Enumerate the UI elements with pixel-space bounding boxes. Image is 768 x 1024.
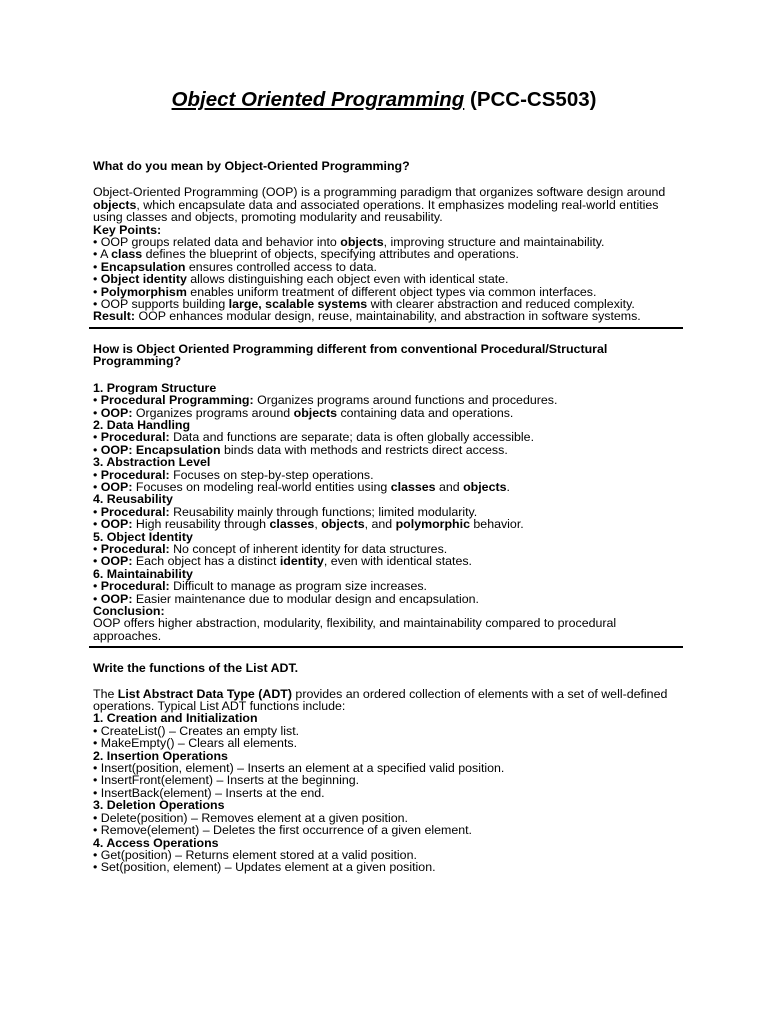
comparison-heading: 2. Data Handling	[93, 417, 191, 432]
comparison-point: • OOP: Focuses on modeling real-world entities using classes and objects.	[93, 479, 510, 494]
title-main: Object Oriented Programming	[171, 88, 465, 111]
document-body	[93, 160, 679, 874]
conclusion-label: Conclusion:	[93, 604, 165, 618]
adt-function: • Set(position, element) – Updates element at a given position.	[93, 860, 436, 875]
s1-bullet: • A class defines the blueprint of objects, specifying attributes and operations.	[93, 247, 519, 262]
comparison-point: • Procedural: No concept of inherent identity for data structures.	[93, 541, 448, 556]
section-divider	[89, 327, 683, 329]
question-3: Write the functions of the List ADT.	[93, 661, 299, 676]
key-points-label: Key Points:	[93, 222, 162, 237]
s1-bullet: • OOP groups related data and behavior into objects, improving structure and maintainability.	[93, 235, 605, 250]
comparison-heading: 3. Abstraction Level	[93, 455, 211, 470]
question-1: What do you mean by Object-Oriented Programming?	[93, 159, 410, 173]
comparison-point: • OOP: Each object has a distinct identity, even with identical states.	[93, 554, 472, 569]
comparison-point: • Procedural Programming: Organizes programs around functions and procedures.	[93, 393, 558, 408]
adt-group-heading: 2. Insertion Operations	[93, 748, 228, 763]
s3-intro: The List Abstract Data Type (ADT) provides an ordered collection of elements with a set of well-defined operations. Typical List ADT functions include:	[93, 686, 668, 714]
comparison-point: • Procedural: Reusability mainly through functions; limited modularity.	[93, 504, 478, 519]
s1-bullet: • OOP supports building large, scalable systems with clearer abstraction and reduced complexity.	[93, 297, 635, 312]
conclusion-text: OOP offers higher abstraction, modularity, flexibility, and maintainability compared to procedural approaches.	[93, 616, 617, 643]
comparison-heading: 4. Reusability	[93, 492, 173, 507]
comparison-point: • Procedural: Difficult to manage as program size increases.	[93, 579, 427, 594]
comparison-point: • Procedural: Focuses on step-by-step operations.	[93, 467, 374, 482]
adt-function: • MakeEmpty() – Clears all elements.	[93, 736, 298, 751]
comparison-heading: 6. Maintainability	[93, 566, 193, 581]
comparison-point: • OOP: Encapsulation binds data with methods and restricts direct access.	[93, 442, 508, 457]
adt-function: • Insert(position, element) – Inserts an element at a specified valid position.	[93, 761, 505, 776]
comparison-point: • OOP: Organizes programs around objects containing data and operations.	[93, 405, 514, 420]
comparison-point: • OOP: Easier maintenance due to modular design and encapsulation.	[93, 591, 479, 606]
adt-function: • Remove(element) – Deletes the first occurrence of a given element.	[93, 823, 472, 838]
comparison-point: • OOP: High reusability through classes, objects, and polymorphic behavior.	[93, 517, 524, 532]
comparison-point: • Procedural: Data and functions are separate; data is often globally accessible.	[93, 430, 535, 445]
section-divider	[89, 646, 683, 648]
s1-result: Result: OOP enhances modular design, reuse, maintainability, and abstraction in software systems.	[93, 309, 641, 324]
s1-bullet: • Polymorphism enables uniform treatment of different object types via common interfaces.	[93, 284, 597, 299]
adt-function: • Delete(position) – Removes element at a given position.	[93, 810, 408, 825]
comparison-heading: 5. Object Identity	[93, 529, 193, 544]
title-code: (PCC-CS503)	[470, 88, 597, 111]
adt-group-heading: 3. Deletion Operations	[93, 798, 225, 813]
question-2: How is Object Oriented Programming different from conventional Procedural/Structural Programming?	[93, 341, 608, 369]
s1-bullet: • Object identity allows distinguishing each object even with identical state.	[93, 272, 509, 287]
page-title	[0, 88, 768, 112]
adt-group-heading: 4. Access Operations	[93, 835, 219, 850]
s1-bullet: • Encapsulation ensures controlled access to data.	[93, 259, 377, 274]
comparison-heading: 1. Program Structure	[93, 380, 217, 395]
s1-intro: Object-Oriented Programming (OOP) is a programming paradigm that organizes software design around objects, which encapsulate data and associated operations. It emphasizes modeling real-world entities using classes and objects, promoting modularity and reusability.	[93, 185, 666, 225]
adt-function: • InsertBack(element) – Inserts at the end.	[93, 785, 325, 800]
adt-group-heading: 1. Creation and Initialization	[93, 711, 258, 726]
adt-function: • Get(position) – Returns element stored at a valid position.	[93, 847, 417, 862]
adt-function: • InsertFront(element) – Inserts at the beginning.	[93, 773, 360, 788]
adt-function: • CreateList() – Creates an empty list.	[93, 723, 300, 738]
